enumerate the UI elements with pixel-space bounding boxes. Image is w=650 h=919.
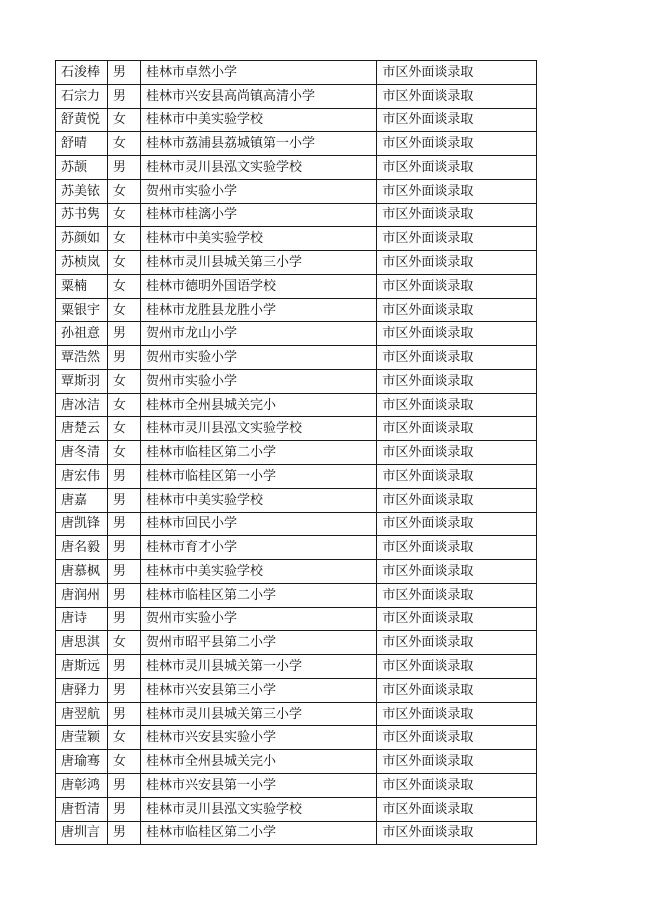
table-row — [56, 607, 537, 631]
student-name-cell: 唐宏伟 — [56, 465, 108, 489]
gender-cell: 男 — [107, 536, 140, 560]
gender-cell: 女 — [107, 369, 140, 393]
table-row — [56, 702, 537, 726]
gender-cell: 男 — [107, 678, 140, 702]
student-name-cell: 舒晴 — [56, 132, 108, 156]
gender-cell: 男 — [107, 702, 140, 726]
table-row — [56, 678, 537, 702]
admission-table — [55, 60, 537, 845]
gender-cell: 男 — [107, 488, 140, 512]
student-name-cell: 苏书隽 — [56, 203, 108, 227]
student-name-cell: 唐哲清 — [56, 797, 108, 821]
school-cell: 桂林市桂漓小学 — [141, 203, 377, 227]
gender-cell: 女 — [107, 251, 140, 275]
admission-result-cell: 市区外面谈录取 — [377, 607, 537, 631]
school-cell: 桂林市德明外国语学校 — [141, 274, 377, 298]
student-name-cell: 唐嘉 — [56, 488, 108, 512]
student-name-cell: 唐驿力 — [56, 678, 108, 702]
student-name-cell: 唐润州 — [56, 583, 108, 607]
admission-result-cell: 市区外面谈录取 — [377, 298, 537, 322]
gender-cell: 男 — [107, 346, 140, 370]
admission-result-cell: 市区外面谈录取 — [377, 726, 537, 750]
student-name-cell: 唐楚云 — [56, 417, 108, 441]
gender-cell: 女 — [107, 631, 140, 655]
student-name-cell: 唐诗 — [56, 607, 108, 631]
table-row — [56, 417, 537, 441]
admission-result-cell: 市区外面谈录取 — [377, 536, 537, 560]
table-row — [56, 655, 537, 679]
school-cell: 桂林市中美实验学校 — [141, 560, 377, 584]
student-name-cell: 唐思淇 — [56, 631, 108, 655]
table-row — [56, 488, 537, 512]
student-name-cell: 苏颜如 — [56, 227, 108, 251]
table-row — [56, 369, 537, 393]
admission-result-cell: 市区外面谈录取 — [377, 512, 537, 536]
school-cell: 桂林市全州县城关完小 — [141, 750, 377, 774]
table-row — [56, 536, 537, 560]
school-cell: 桂林市临桂区第一小学 — [141, 465, 377, 489]
school-cell: 桂林市临桂区第二小学 — [141, 583, 377, 607]
gender-cell: 女 — [107, 227, 140, 251]
student-name-cell: 唐慕枫 — [56, 560, 108, 584]
gender-cell: 女 — [107, 726, 140, 750]
school-cell: 桂林市中美实验学校 — [141, 488, 377, 512]
table-row — [56, 797, 537, 821]
school-cell: 桂林市卓然小学 — [141, 61, 377, 85]
table-row — [56, 298, 537, 322]
gender-cell: 男 — [107, 797, 140, 821]
school-cell: 桂林市灵川县城关第一小学 — [141, 655, 377, 679]
gender-cell: 男 — [107, 61, 140, 85]
school-cell: 贺州市龙山小学 — [141, 322, 377, 346]
admission-result-cell: 市区外面谈录取 — [377, 631, 537, 655]
admission-result-cell: 市区外面谈录取 — [377, 227, 537, 251]
student-name-cell: 粟银宇 — [56, 298, 108, 322]
table-row — [56, 251, 537, 275]
school-cell: 桂林市兴安县第三小学 — [141, 678, 377, 702]
school-cell: 桂林市临桂区第二小学 — [141, 821, 377, 845]
admission-result-cell: 市区外面谈录取 — [377, 393, 537, 417]
school-cell: 桂林市中美实验学校 — [141, 108, 377, 132]
student-name-cell: 唐瑜骞 — [56, 750, 108, 774]
student-name-cell: 唐名毅 — [56, 536, 108, 560]
student-name-cell: 唐圳言 — [56, 821, 108, 845]
gender-cell: 女 — [107, 298, 140, 322]
school-cell: 桂林市回民小学 — [141, 512, 377, 536]
admission-result-cell: 市区外面谈录取 — [377, 750, 537, 774]
gender-cell: 男 — [107, 465, 140, 489]
gender-cell: 男 — [107, 322, 140, 346]
admission-result-cell: 市区外面谈录取 — [377, 274, 537, 298]
table-row — [56, 750, 537, 774]
table-row — [56, 108, 537, 132]
admission-result-cell: 市区外面谈录取 — [377, 678, 537, 702]
gender-cell: 女 — [107, 750, 140, 774]
table-row — [56, 156, 537, 180]
admission-result-cell: 市区外面谈录取 — [377, 108, 537, 132]
student-name-cell: 石宗力 — [56, 84, 108, 108]
school-cell: 桂林市龙胜县龙胜小学 — [141, 298, 377, 322]
student-name-cell: 苏颉 — [56, 156, 108, 180]
school-cell: 贺州市实验小学 — [141, 346, 377, 370]
gender-cell: 女 — [107, 274, 140, 298]
table-row — [56, 631, 537, 655]
table-row — [56, 227, 537, 251]
school-cell: 贺州市实验小学 — [141, 179, 377, 203]
table-row — [56, 84, 537, 108]
table-row — [56, 583, 537, 607]
admission-result-cell: 市区外面谈录取 — [377, 583, 537, 607]
admission-table-body — [56, 61, 537, 845]
gender-cell: 男 — [107, 773, 140, 797]
table-row — [56, 179, 537, 203]
table-row — [56, 393, 537, 417]
admission-result-cell: 市区外面谈录取 — [377, 441, 537, 465]
school-cell: 桂林市中美实验学校 — [141, 227, 377, 251]
gender-cell: 女 — [107, 203, 140, 227]
table-row — [56, 132, 537, 156]
admission-result-cell: 市区外面谈录取 — [377, 773, 537, 797]
admission-result-cell: 市区外面谈录取 — [377, 821, 537, 845]
student-name-cell: 唐冬清 — [56, 441, 108, 465]
student-name-cell: 覃浩然 — [56, 346, 108, 370]
student-name-cell: 石浚棒 — [56, 61, 108, 85]
table-row — [56, 560, 537, 584]
admission-result-cell: 市区外面谈录取 — [377, 655, 537, 679]
student-name-cell: 唐冰洁 — [56, 393, 108, 417]
admission-result-cell: 市区外面谈录取 — [377, 132, 537, 156]
student-name-cell: 唐彰鸿 — [56, 773, 108, 797]
school-cell: 桂林市灵川县城关第三小学 — [141, 251, 377, 275]
admission-result-cell: 市区外面谈录取 — [377, 560, 537, 584]
school-cell: 桂林市灵川县泓文实验学校 — [141, 797, 377, 821]
admission-result-cell: 市区外面谈录取 — [377, 488, 537, 512]
gender-cell: 男 — [107, 156, 140, 180]
gender-cell: 女 — [107, 179, 140, 203]
admission-result-cell: 市区外面谈录取 — [377, 417, 537, 441]
school-cell: 桂林市临桂区第二小学 — [141, 441, 377, 465]
table-row — [56, 322, 537, 346]
admission-result-cell: 市区外面谈录取 — [377, 702, 537, 726]
gender-cell: 男 — [107, 512, 140, 536]
school-cell: 桂林市灵川县泓文实验学校 — [141, 417, 377, 441]
gender-cell: 女 — [107, 108, 140, 132]
student-name-cell: 唐斯远 — [56, 655, 108, 679]
gender-cell: 男 — [107, 655, 140, 679]
school-cell: 桂林市育才小学 — [141, 536, 377, 560]
gender-cell: 男 — [107, 560, 140, 584]
admission-result-cell: 市区外面谈录取 — [377, 369, 537, 393]
student-name-cell: 唐翌航 — [56, 702, 108, 726]
table-row — [56, 512, 537, 536]
table-row — [56, 61, 537, 85]
admission-result-cell: 市区外面谈录取 — [377, 465, 537, 489]
student-name-cell: 覃斯羽 — [56, 369, 108, 393]
admission-result-cell: 市区外面谈录取 — [377, 179, 537, 203]
student-name-cell: 苏美铱 — [56, 179, 108, 203]
gender-cell: 女 — [107, 132, 140, 156]
gender-cell: 男 — [107, 583, 140, 607]
school-cell: 桂林市灵川县城关第三小学 — [141, 702, 377, 726]
gender-cell: 男 — [107, 821, 140, 845]
admission-result-cell: 市区外面谈录取 — [377, 61, 537, 85]
admission-result-cell: 市区外面谈录取 — [377, 346, 537, 370]
table-row — [56, 821, 537, 845]
school-cell: 桂林市兴安县高尚镇高清小学 — [141, 84, 377, 108]
table-row — [56, 346, 537, 370]
student-name-cell: 粟楠 — [56, 274, 108, 298]
table-row — [56, 441, 537, 465]
admission-result-cell: 市区外面谈录取 — [377, 797, 537, 821]
school-cell: 桂林市兴安县实验小学 — [141, 726, 377, 750]
school-cell: 贺州市实验小学 — [141, 607, 377, 631]
gender-cell: 男 — [107, 607, 140, 631]
admission-result-cell: 市区外面谈录取 — [377, 203, 537, 227]
table-row — [56, 274, 537, 298]
school-cell: 贺州市昭平县第二小学 — [141, 631, 377, 655]
gender-cell: 男 — [107, 84, 140, 108]
gender-cell: 女 — [107, 441, 140, 465]
table-row — [56, 203, 537, 227]
admission-result-cell: 市区外面谈录取 — [377, 156, 537, 180]
student-name-cell: 孙祖意 — [56, 322, 108, 346]
school-cell: 桂林市兴安县第一小学 — [141, 773, 377, 797]
table-row — [56, 726, 537, 750]
admission-result-cell: 市区外面谈录取 — [377, 322, 537, 346]
table-row — [56, 465, 537, 489]
gender-cell: 女 — [107, 417, 140, 441]
table-row — [56, 773, 537, 797]
student-name-cell: 舒黄悦 — [56, 108, 108, 132]
admission-result-cell: 市区外面谈录取 — [377, 251, 537, 275]
gender-cell: 女 — [107, 393, 140, 417]
admission-result-cell: 市区外面谈录取 — [377, 84, 537, 108]
school-cell: 桂林市全州县城关完小 — [141, 393, 377, 417]
student-name-cell: 苏桢岚 — [56, 251, 108, 275]
student-name-cell: 唐凯锋 — [56, 512, 108, 536]
school-cell: 桂林市荔浦县荔城镇第一小学 — [141, 132, 377, 156]
school-cell: 桂林市灵川县泓文实验学校 — [141, 156, 377, 180]
student-name-cell: 唐莹颖 — [56, 726, 108, 750]
school-cell: 贺州市实验小学 — [141, 369, 377, 393]
